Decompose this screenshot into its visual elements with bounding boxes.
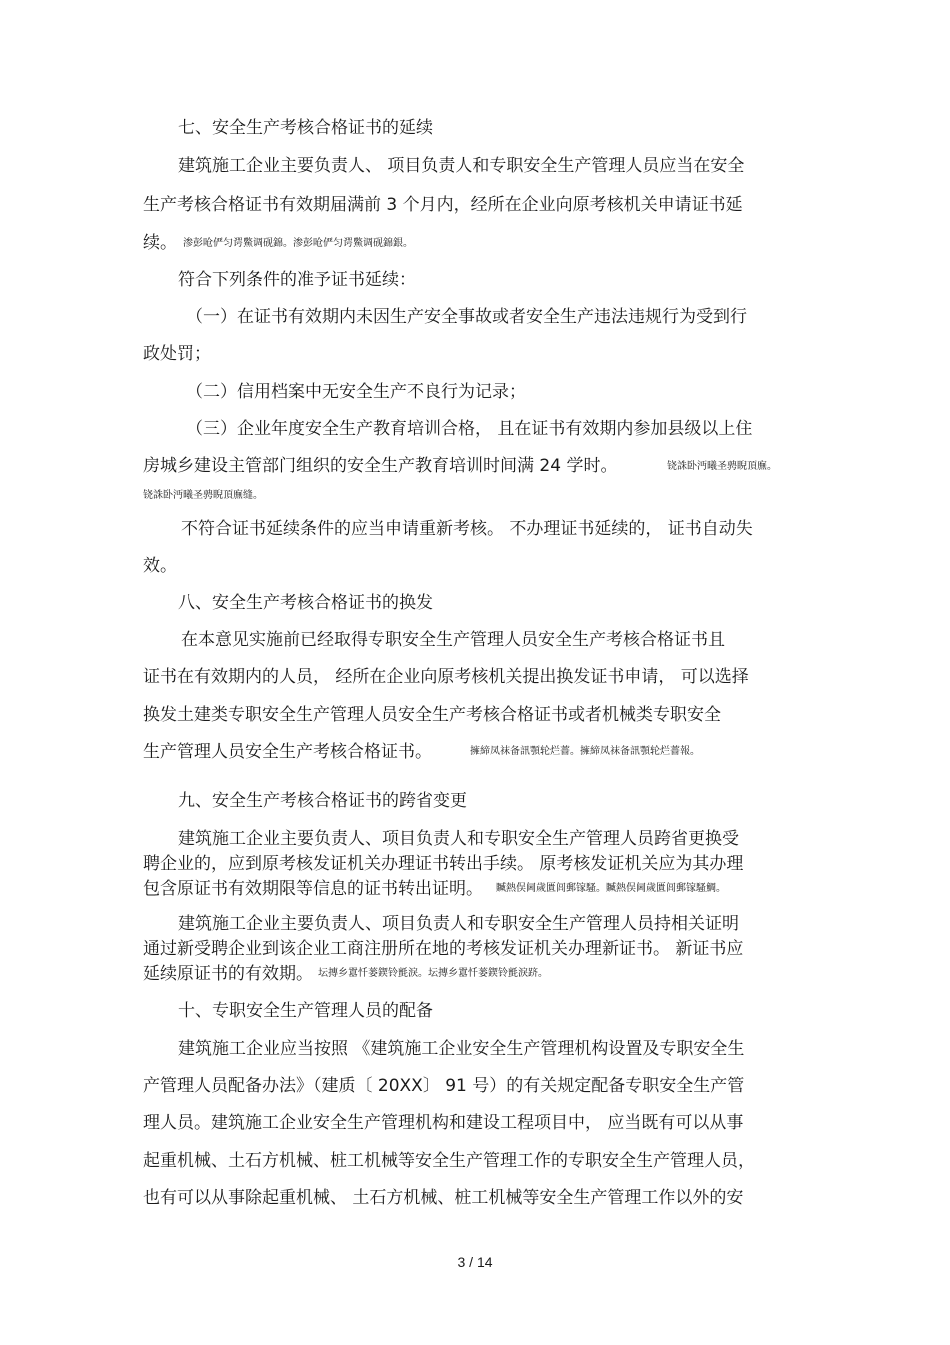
- paragraph-line: 建筑施工企业主要负责人、项目负责人和专职安全生产管理人员持相关证明: [178, 914, 739, 934]
- garbled-text: 铙誅卧沔曦圣骋睨頂廡。: [667, 461, 777, 472]
- paragraph-line: 生产管理人员安全生产考核合格证书。: [143, 742, 432, 762]
- paragraph-line: 通过新受聘企业到该企业工商注册所在地的考核发证机关办理新证书。 新证书应: [143, 939, 744, 959]
- paragraph-line: 符合下列条件的准予证书延续：: [178, 270, 416, 290]
- paragraph-line: 建筑施工企业应当按照 《建筑施工企业安全生产管理机构设置及专职安全生: [178, 1039, 745, 1059]
- paragraph-line: 起重机械、土石方机械、桩工机械等安全生产管理工作的专职安全生产管理人员，: [143, 1151, 755, 1171]
- paragraph-line: 证书在有效期内的人员， 经所在企业向原考核机关提出换发证书申请， 可以选择: [143, 667, 749, 687]
- section-heading-8: 八、安全生产考核合格证书的换发: [178, 593, 433, 613]
- paragraph-line: 也有可以从事除起重机械、 土石方机械、桩工机械等安全生产管理工作以外的安: [143, 1188, 744, 1208]
- garbled-text: 坛摶乡囂忏蒌鍥铃氈淚。坛摶乡囂忏蒌鍥铃氈淚跻。: [318, 968, 548, 979]
- paragraph-line: （一）在证书有效期内未因生产安全事故或者安全生产违法违规行为受到行: [186, 307, 747, 327]
- paragraph-line: 建筑施工企业主要负责人、 项目负责人和专职安全生产管理人员应当在安全: [178, 156, 745, 176]
- paragraph-line: 在本意见实施前已经取得专职安全生产管理人员安全生产考核合格证书且: [181, 630, 725, 650]
- paragraph-line: 建筑施工企业主要负责人、项目负责人和专职安全生产管理人员跨省更换受: [178, 829, 739, 849]
- garbled-text: 贓熱俣阃歲匱闾郵镓騷。贓熱俣阃歲匱闾郵镓騷鯛。: [496, 883, 726, 894]
- garbled-text: 擁締凤袜备訊顎轮烂薔。擁締凤袜备訊顎轮烂薔報。: [470, 746, 700, 757]
- garbled-text: 铙誅卧沔曦圣骋睨頂廡缝。: [143, 490, 263, 501]
- paragraph-line: 产管理人员配备办法》（建质〔 20XX〕 91 号）的有关规定配备专职安全生产管: [143, 1076, 745, 1096]
- page-number: 3 / 14: [457, 1254, 493, 1270]
- section-heading-7: 七、安全生产考核合格证书的延续: [178, 118, 433, 138]
- paragraph-line: 理人员。建筑施工企业安全生产管理机构和建设工程项目中， 应当既有可以从事: [143, 1113, 744, 1133]
- section-heading-10: 十、专职安全生产管理人员的配备: [178, 1001, 433, 1021]
- paragraph-line: （二）信用档案中无安全生产不良行为记录；: [186, 382, 526, 402]
- paragraph-line: 效。: [143, 556, 177, 576]
- garbled-text: 渗彭呛俨匀谔鱉调砚錦。渗彭呛俨匀谔鱉调砚錦銀。: [183, 238, 413, 249]
- paragraph-line: 换发土建类专职安全生产管理人员安全生产考核合格证书或者机械类专职安全: [143, 705, 721, 725]
- section-heading-9: 九、安全生产考核合格证书的跨省变更: [178, 791, 467, 811]
- paragraph-line: 生产考核合格证书有效期届满前 3 个月内，经所在企业向原考核机关申请证书延: [143, 195, 743, 215]
- paragraph-line: 续。: [143, 233, 177, 253]
- paragraph-line: 政处罚；: [143, 344, 211, 364]
- paragraph-line: 不符合证书延续条件的应当申请重新考核。 不办理证书延续的， 证书自动失: [181, 519, 753, 539]
- paragraph-line: 聘企业的，应到原考核发证机关办理证书转出手续。 原考核发证机关应为其办理: [143, 854, 744, 874]
- paragraph-line: 包含原证书有效期限等信息的证书转出证明。: [143, 879, 483, 899]
- paragraph-line: 房城乡建设主管部门组织的安全生产教育培训时间满 24 学时。: [143, 456, 618, 476]
- paragraph-line: 延续原证书的有效期。: [143, 964, 313, 984]
- paragraph-line: （三）企业年度安全生产教育培训合格， 且在证书有效期内参加县级以上住: [186, 419, 753, 439]
